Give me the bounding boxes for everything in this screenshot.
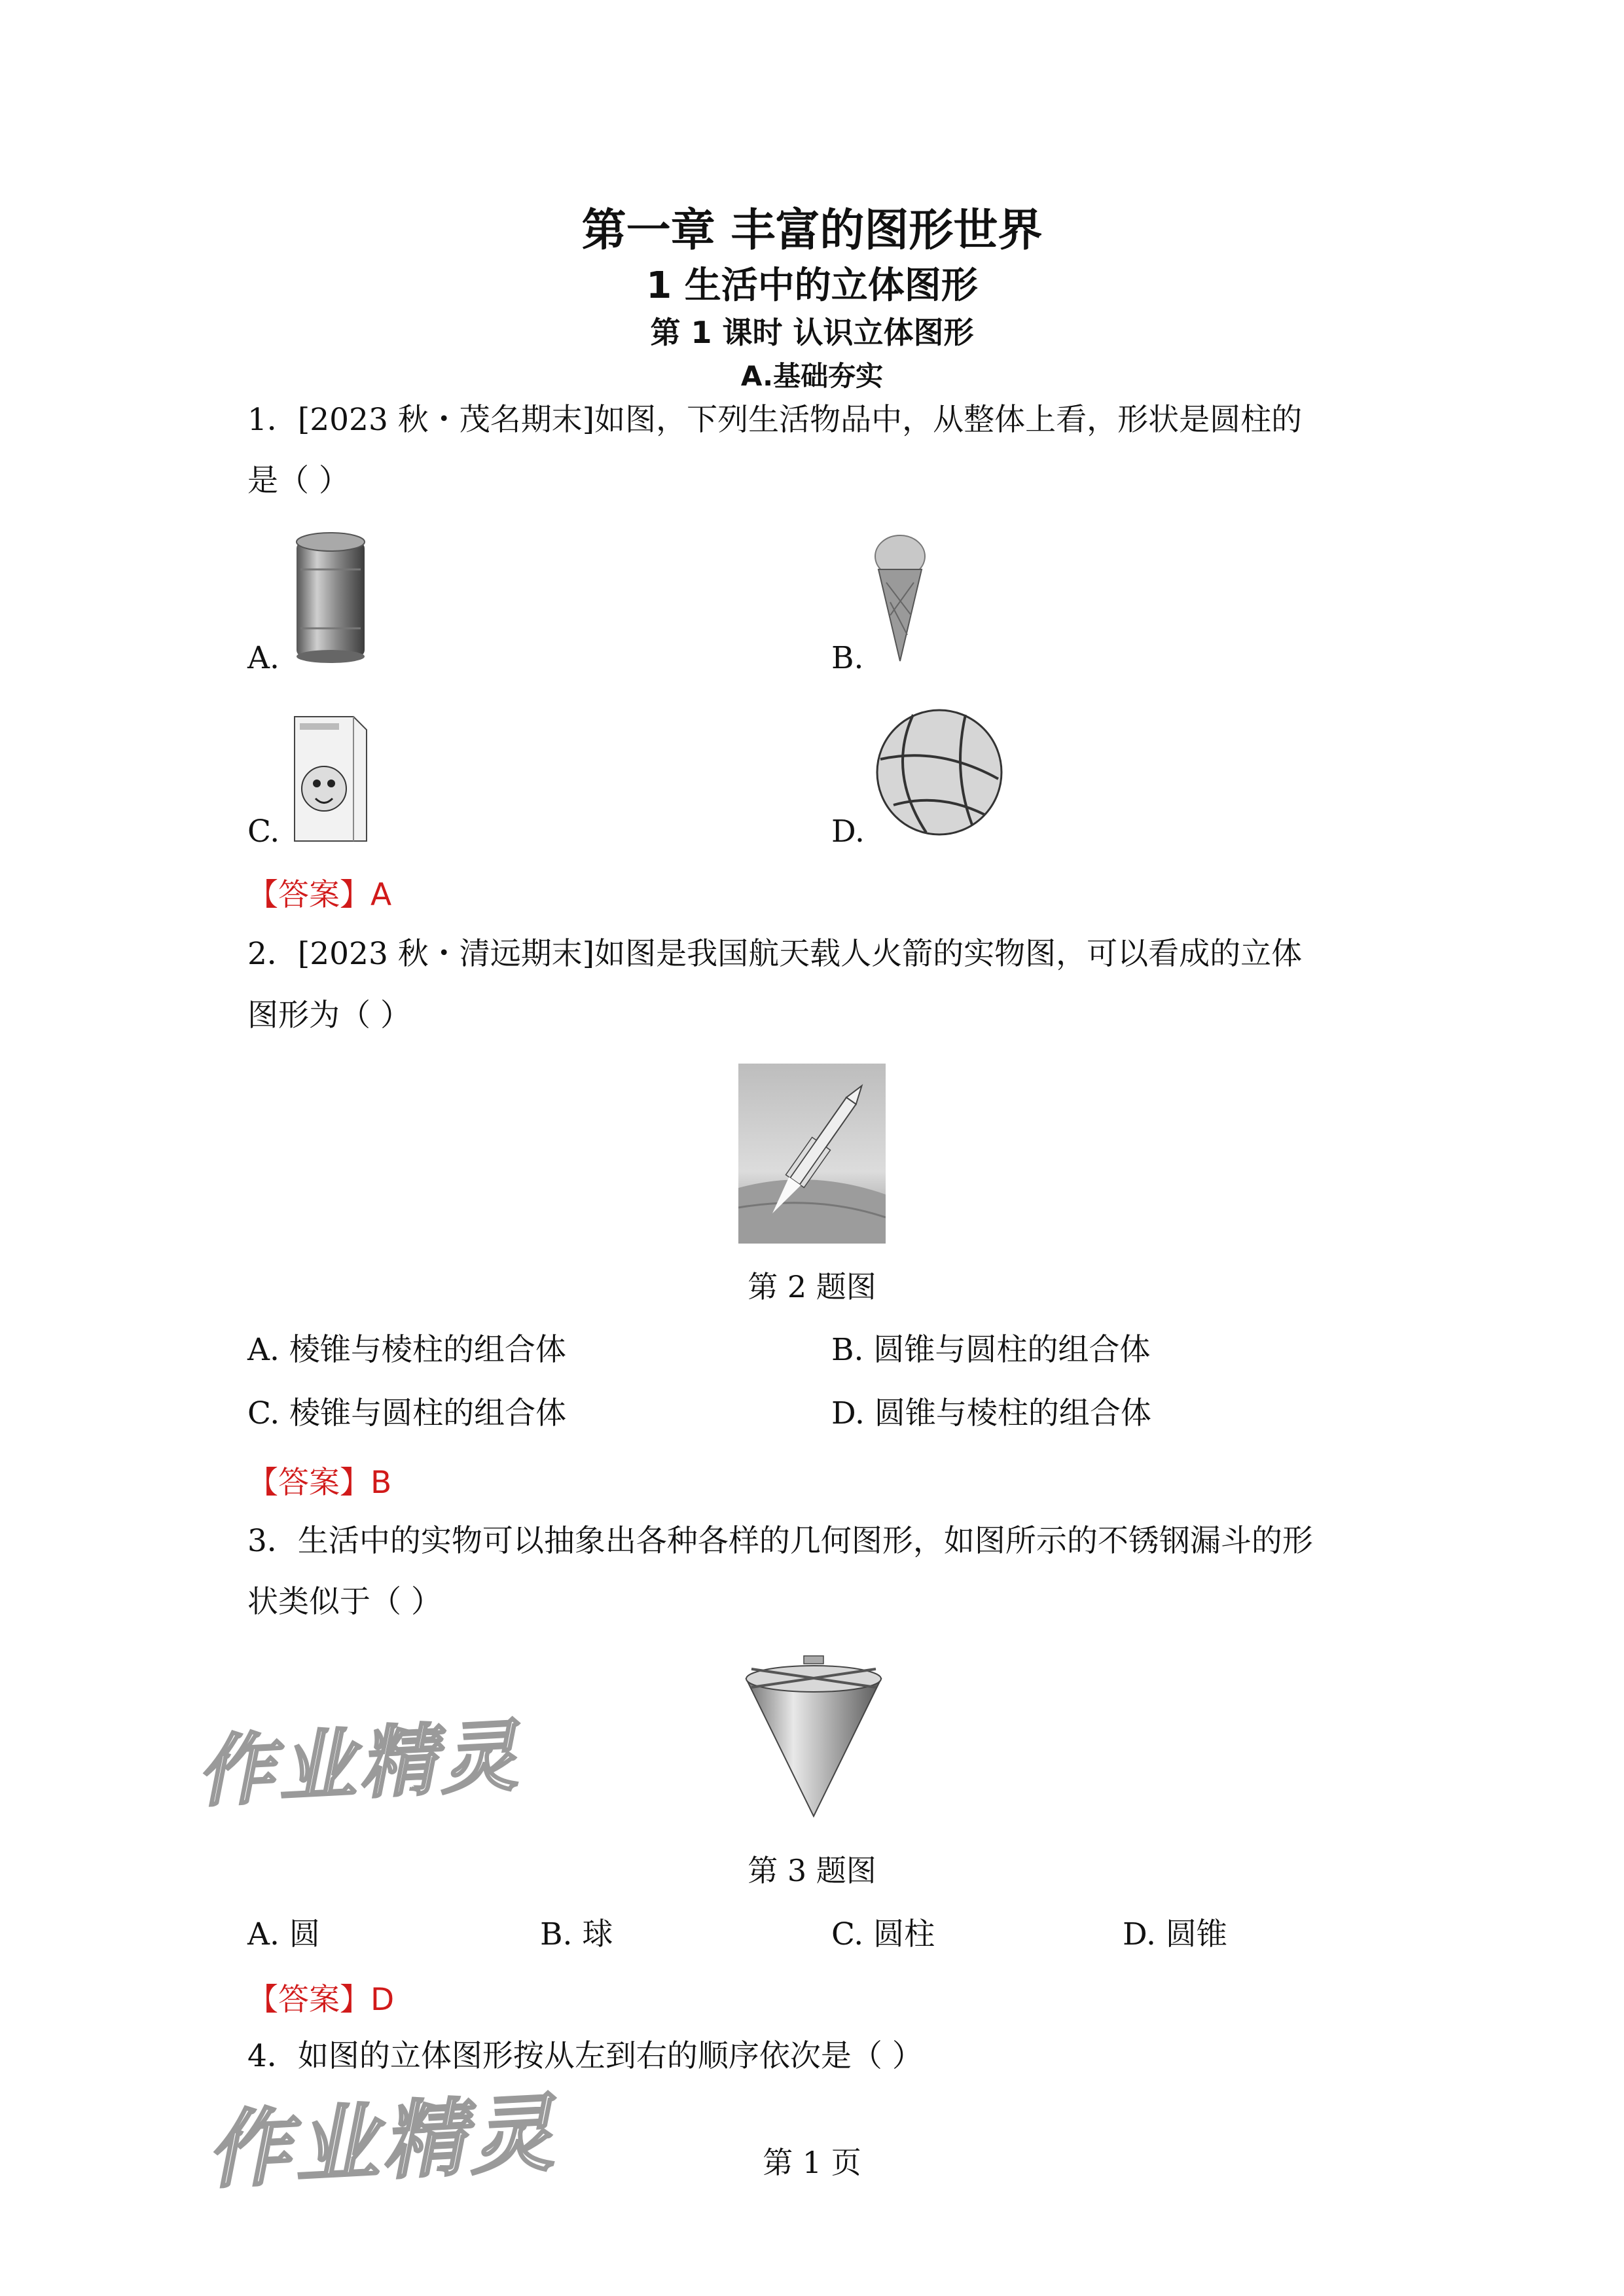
q2-option-b: B. 圆锥与圆柱的组合体 [831, 1332, 1151, 1368]
q3-option-c: C. 圆柱 [831, 1916, 935, 1952]
watermark-2: 作业精灵 [204, 2085, 560, 2200]
q2-option-d: D. 圆锥与棱柱的组合体 [831, 1395, 1151, 1431]
funnel-photo [738, 1649, 889, 1823]
question-2-line-1: 2．[2023 秋・清远期末]如图是我国航天载人火箭的实物图，可以看成的立体 [247, 936, 1303, 972]
question-1-line-2: 是（ ） [247, 463, 350, 499]
soda-can-icon [291, 530, 370, 664]
q1-answer-value: A [370, 877, 392, 913]
question-4-line-1: 4．如图的立体图形按从左到右的顺序依次是（ ） [247, 2038, 923, 2074]
chapter-title: 第一章 丰富的图形世界 [581, 205, 1043, 257]
q1-option-c: C. [247, 814, 280, 850]
watermark-1: 作业精灵 [194, 1710, 524, 1818]
q3-option-a: A. 圆 [247, 1916, 320, 1952]
q2-option-a: A. 棱锥与棱柱的组合体 [247, 1332, 566, 1368]
q1-option-d: D. [831, 814, 865, 850]
q3-answer-value: D [370, 1982, 395, 2018]
ice-cream-cone-icon [871, 530, 929, 664]
q3-answer [247, 1975, 394, 2019]
q3-option-b: B. 球 [540, 1916, 613, 1952]
basketball-icon [874, 707, 1005, 838]
q2-answer [247, 1458, 391, 1502]
part-title: A.基础夯实 [740, 360, 884, 392]
q1-answer-label: 【答案】 [247, 877, 370, 913]
q3-answer-label: 【答案】 [247, 1982, 370, 2018]
question-3-line-2: 状类似于（ ） [247, 1584, 442, 1620]
q2-caption: 第 2 题图 [748, 1269, 876, 1304]
q1-answer [247, 870, 391, 914]
q3-option-d: D. 圆锥 [1123, 1916, 1227, 1952]
question-3-line-1: 3．生活中的实物可以抽象出各种各样的几何图形，如图所示的不锈钢漏斗的形 [247, 1523, 1313, 1559]
page-number: 第 1 页 [763, 2145, 861, 2180]
q3-caption: 第 3 题图 [748, 1853, 876, 1888]
q2-answer-label: 【答案】 [247, 1465, 370, 1501]
question-2-line-2: 图形为（ ） [247, 997, 411, 1033]
rocket-launch-photo [738, 1064, 886, 1244]
lesson-title: 第 1 课时 认识立体图形 [650, 315, 974, 350]
section-title: 1 生活中的立体图形 [646, 264, 978, 307]
q1-option-b: B. [831, 640, 864, 676]
q1-option-a: A. [247, 640, 280, 676]
q2-option-c: C. 棱锥与圆柱的组合体 [247, 1395, 567, 1431]
milk-carton-icon [288, 704, 373, 844]
question-1-line-1: 1．[2023 秋・茂名期末]如图，下列生活物品中，从整体上看，形状是圆柱的 [247, 402, 1303, 438]
q2-answer-value: B [370, 1465, 392, 1501]
